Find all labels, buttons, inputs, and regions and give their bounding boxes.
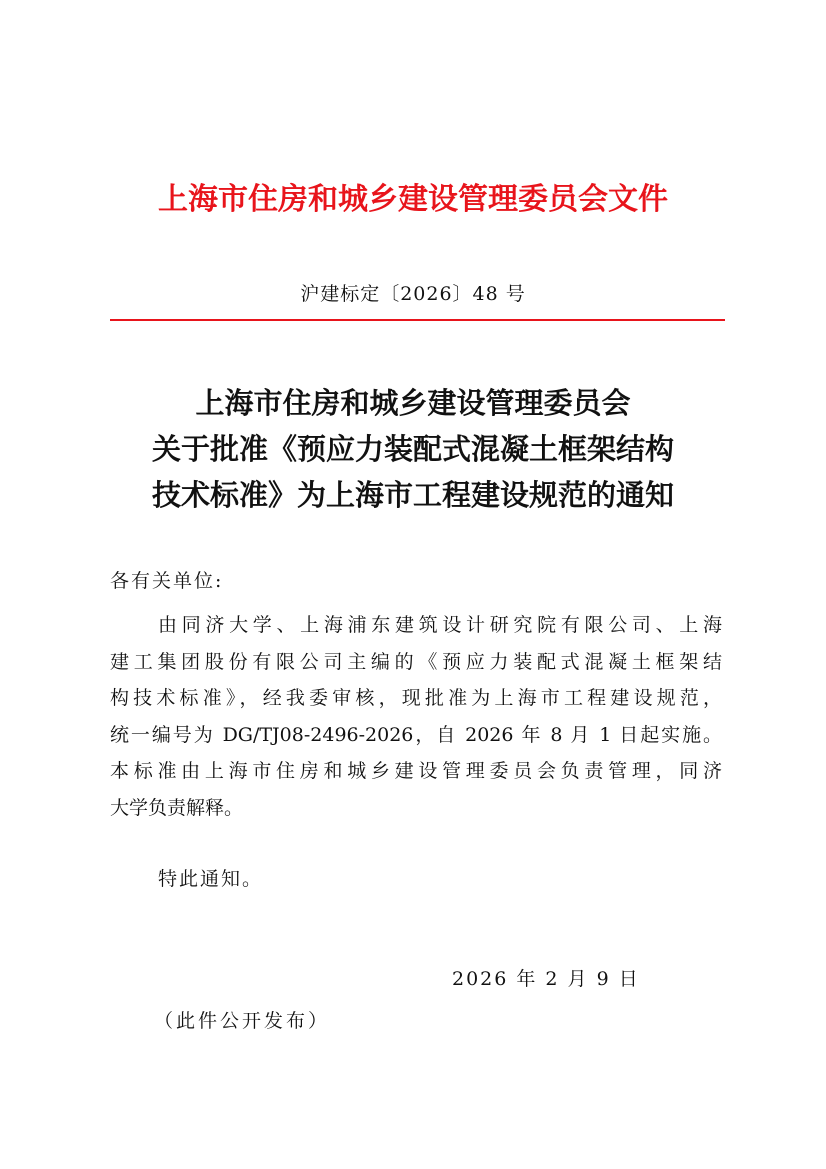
publish-note: （此件公开发布） (154, 1010, 331, 1032)
body-line: 建工集团股份有限公司主编的《预应力装配式混凝土框架结 (110, 650, 722, 673)
title-line: 上海市住房和城乡建设管理委员会 (195, 386, 631, 420)
title-line: 关于批准《预应力装配式混凝土框架结构 (151, 432, 674, 466)
issue-date: 2026 年 2 月 9 日 (452, 968, 640, 990)
document-masthead: 上海市住房和城乡建设管理委员会文件 (158, 182, 668, 217)
salutation: 各有关单位: (110, 570, 224, 592)
body-line: 构技术标准》，经我委审核，现批准为上海市工程建设规范， (110, 687, 722, 709)
closing-remark: 特此通知。 (158, 868, 264, 890)
body-line: 统一编号为 DG/TJ08-2496-2026，自 2026 年 8 月 1 日起实施。 (110, 723, 722, 746)
body-line: 由同济大学、上海浦东建筑设计研究院有限公司、上海 (158, 614, 722, 636)
notice-body (110, 607, 722, 826)
body-line: 本标准由上海市住房和城乡建设管理委员会负责管理，同济 (110, 760, 722, 782)
body-line: 大学负责解释。 (110, 796, 244, 819)
document-number: 沪建标定〔2026〕48 号 (300, 283, 526, 305)
title-line: 技术标准》为上海市工程建设规范的通知 (151, 478, 674, 512)
red-divider-line (110, 319, 725, 321)
notice-title (0, 380, 826, 518)
